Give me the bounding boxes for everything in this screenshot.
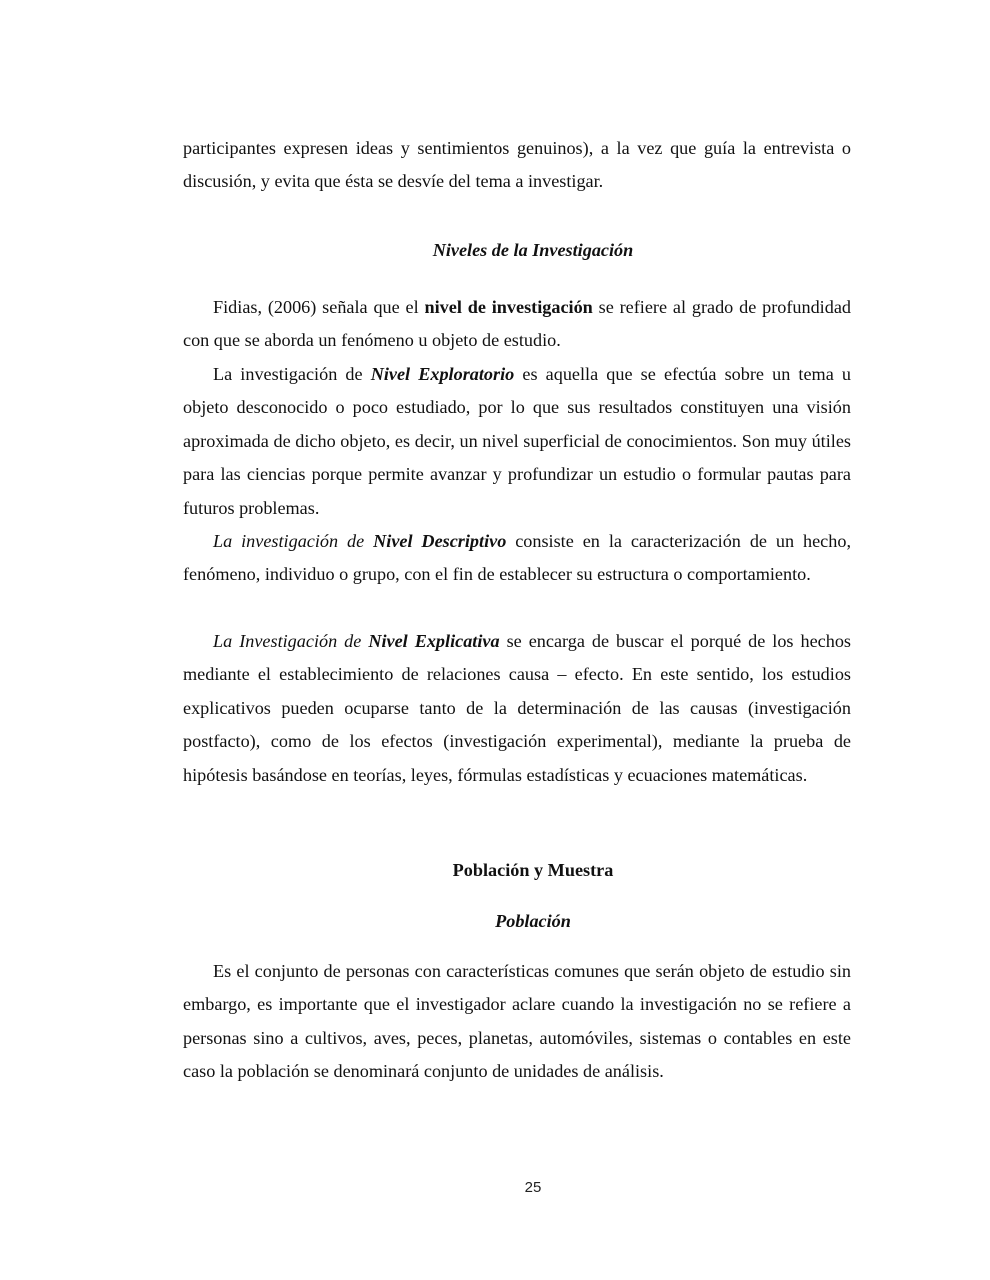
paragraph-fidias-text-a: Fidias, (2006) señala que el	[213, 297, 425, 317]
paragraph-explicativa-text-c: se encarga de buscar el porqué de los hechos mediante el establecimiento de relaciones causa – efecto. En este sentido, los estudios explicativos pueden ocuparse tanto de la determinación de las causas (investigación postfacto), como de los efectos (investigación experimental), mediante la prueba de hipótesis basándose en teorías, leyes, fórmulas estadísticas y ecuaciones matemáticas.	[183, 631, 852, 785]
paragraph-nivel-descriptivo	[183, 525, 851, 592]
paragraph-fidias-text-c: se refiere al grado de profundidad con que se aborda un fenómeno u objeto de estudio.	[183, 297, 851, 351]
subheading-poblacion: Población	[495, 911, 571, 931]
page-number: 25	[524, 1179, 542, 1196]
continuation-paragraph: participantes expresen ideas y sentimientos genuinos), a la vez que guía la entrevista o discusión, y evita que ésta se desvíe del tema a investigar.	[183, 138, 851, 192]
paragraph-poblacion: Es el conjunto de personas con características comunes que serán objeto de estudio sin embargo, es importante que el investigador aclare cuando la investigación no se refiere a personas sino a cultivos, aves, peces, planetas, automóviles, sistemas o contables en este caso la población se denominará conjunto de unidades de análisis.	[183, 961, 851, 1082]
paragraph-descriptivo-text-a: La investigación de	[213, 531, 374, 551]
term-nivel-explicativa: Nivel Explicativa	[368, 631, 500, 651]
paragraph-exploratorio-text-a: La investigación de	[213, 364, 371, 384]
section-heading-poblacion-y-muestra: Población y Muestra	[452, 860, 614, 880]
paragraph-explicativa-text-a: La Investigación de	[213, 631, 369, 651]
term-nivel-exploratorio: Nivel Exploratorio	[370, 364, 515, 384]
paragraph-fidias	[183, 291, 851, 358]
term-nivel-descriptivo: Nivel Descriptivo	[373, 531, 507, 551]
paragraph-exploratorio-text-c: es aquella que se efectúa sobre un tema u objeto desconocido o poco estudiado, por lo que sus resultados constituyen una visión aproximada de dicho objeto, es decir, un nivel superficial de conocimientos. Son muy útiles para las ciencias porque permite avanzar y profundizar un estudio o formular pautas para futuros problemas.	[183, 364, 851, 518]
section-heading-niveles: Niveles de la Investigación	[432, 240, 634, 260]
term-nivel-de-investigacion: nivel de investigación	[424, 297, 593, 317]
paragraph-descriptivo-text-c: consiste en la caracterización de un hecho, fenómeno, individuo o grupo, con el fin de establecer su estructura o comportamiento.	[183, 531, 851, 585]
paragraph-nivel-explicativa	[183, 625, 851, 792]
paragraph-nivel-exploratorio	[183, 358, 851, 525]
